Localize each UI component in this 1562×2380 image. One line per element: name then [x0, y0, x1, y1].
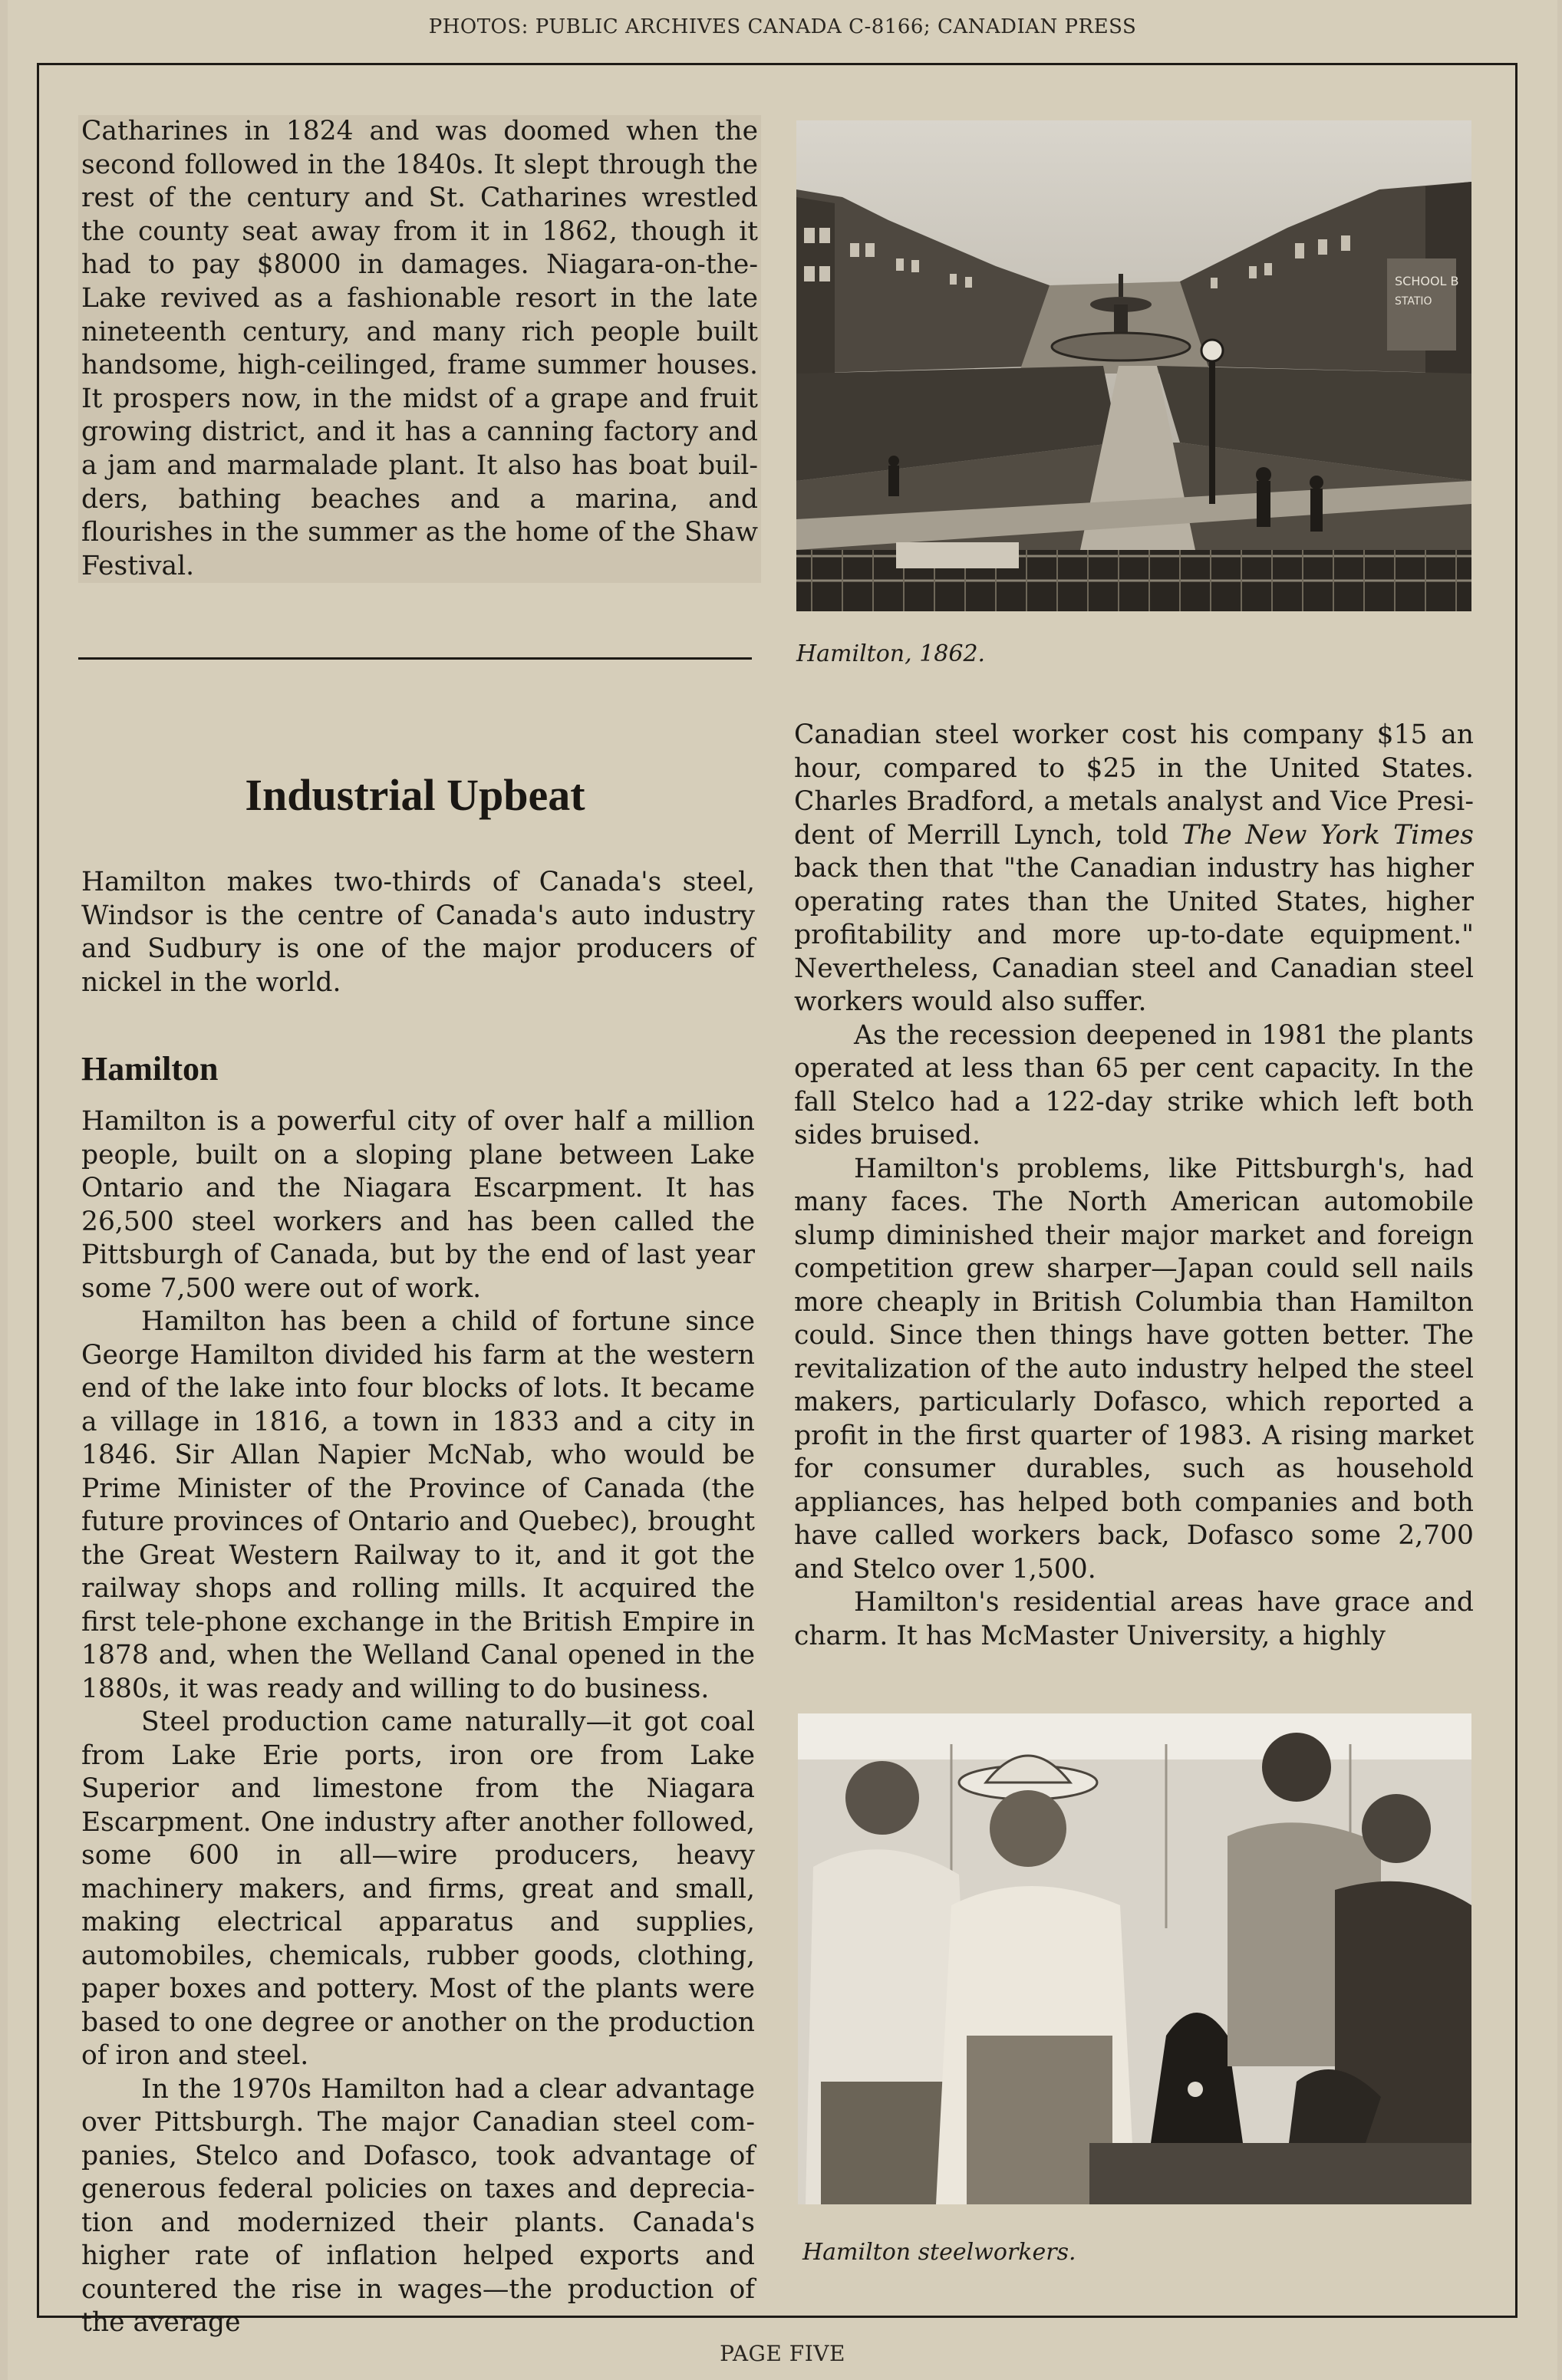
page-number: PAGE FIVE	[720, 2341, 845, 2366]
continued-text-box	[78, 115, 761, 583]
hamilton-1862-photo	[796, 120, 1471, 611]
section-divider	[78, 657, 752, 660]
subheading-hamilton: Hamilton	[81, 1050, 219, 1088]
body-text: back then that "the Canadian industry has higher operating rates than the United States, higher profitability and more up-to-date equipment." Nevertheless, Canadian steel and Canadian steel workers would also suffer.	[794, 853, 1474, 1017]
magazine-page	[8, 0, 1557, 2380]
photo-caption-1862: Hamilton, 1862.	[796, 640, 986, 667]
right-column-body	[794, 719, 1474, 1653]
left-column-body	[81, 1105, 755, 2340]
left-column	[81, 866, 755, 999]
section-title: Industrial Upbeat	[245, 770, 585, 820]
historic-street-scene-illustration	[796, 120, 1471, 611]
body-paragraph	[794, 719, 1474, 1019]
body-paragraph: Hamilton's problems, like Pittsburgh's, had many faces. The North American automobile slump diminished their major market and foreign competition grew sharper—Japan could sell nails more cheaply in British Columbia than Hamilton could. Since then things have gotten better. The revitalization of the auto industry helped the steel makers, particularly Dofasco, which reported a profit in the first quarter of 1983. A rising market for consumer durables, such as household appliances, has helped both companies and both have called workers back, Dofasco some 2,700 and Stelco over 1,500.	[794, 1153, 1474, 1585]
steelworkers-photo	[798, 1713, 1471, 2204]
body-paragraph: In the 1970s Hamilton had a clear advantage over Pittsburgh. The major Canadian steel com-panies, Stelco and Dofasco, took advantage of generous federal policies on taxes and deprecia-tion and modernized their plants. Canada's higher rate of inflation helped exports and countered the rise in wages—the production of the average	[81, 2073, 755, 2338]
continued-paragraph: Catharines in 1824 and was doomed when the second followed in the 1840s. It slept through the rest of the century and St. Catharines wrestled the county seat away from it in 1862, though it had to pay $8000 in damages. Niagara-on-the-Lake revived as a fashionable resort in the late nineteenth century, and many rich people built handsome, high-ceilinged, frame summer houses. It prospers now, in the midst of a grape and fruit growing district, and it has a canning factory and a jam and marmalade plant. It also has boat buil-ders, bathing beaches and a marina, and flourishes in the summer as the home of the Shaw Festival.	[81, 116, 758, 581]
body-paragraph: Hamilton has been a child of fortune since George Hamilton divided his farm at the western end of the lake into four blocks of lots. It became a village in 1816, a town in 1833 and a city in 1846. Sir Allan Napier McNab, who would be Prime Minister of the Province of Canada (the future provinces of Ontario and Quebec), brought the Great Western Railway to it, and it got the railway shops and rolling mills. It acquired the first tele-phone exchange in the British Empire in 1878 and, when the Welland Canal opened in the 1880s, it was ready and willing to do business.	[81, 1306, 755, 1704]
body-paragraph: Hamilton is a powerful city of over half a million people, built on a sloping plane between Lake Ontario and the Niagara Escarpment. It has 26,500 steel workers and has been called the Pittsburgh of Canada, but by the end of last year some 7,500 were out of work.	[81, 1106, 755, 1304]
body-paragraph: Steel production came naturally—it got coal from Lake Erie ports, iron ore from Lake Superior and limestone from the Niagara Escarpment. One industry after another followed, some 600 in all—wire producers, heavy machinery makers, and firms, great and small, making electrical apparatus and supplies, automobiles, chemicals, rubber goods, clothing, paper boxes and pottery. Most of the plants were based to one degree or another on the production of iron and steel.	[81, 1707, 755, 2071]
steelworkers-illustration	[798, 1713, 1471, 2204]
body-text: Canadian steel worker cost his company $15 an hour, compared to $25 in the United States. Charles Bradford, a metals analyst and Vice Presi-dent of Merrill Lynch, told	[794, 719, 1474, 851]
body-paragraph: Hamilton's residential areas have grace and charm. It has McMaster University, a highly	[794, 1587, 1474, 1651]
publication-title: The New York Times	[1181, 819, 1474, 851]
photo-credit: PHOTOS: PUBLIC ARCHIVES CANADA C-8166; CANADIAN PRESS	[428, 15, 1137, 38]
school-books-sign: SCHOOL B	[1395, 274, 1459, 288]
body-paragraph: As the recession deepened in 1981 the plants operated at less than 65 per cent capacity. In the fall Stelco had a 122-day strike which left both sides bruised.	[794, 1019, 1474, 1150]
svg-text:STATIO: STATIO	[1395, 295, 1432, 308]
photo-caption-steelworkers: Hamilton steelworkers.	[802, 2239, 1076, 2266]
section-intro: Hamilton makes two-thirds of Canada's steel, Windsor is the centre of Canada's auto industry and Sudbury is one of the major producers of nickel in the world.	[81, 867, 755, 998]
